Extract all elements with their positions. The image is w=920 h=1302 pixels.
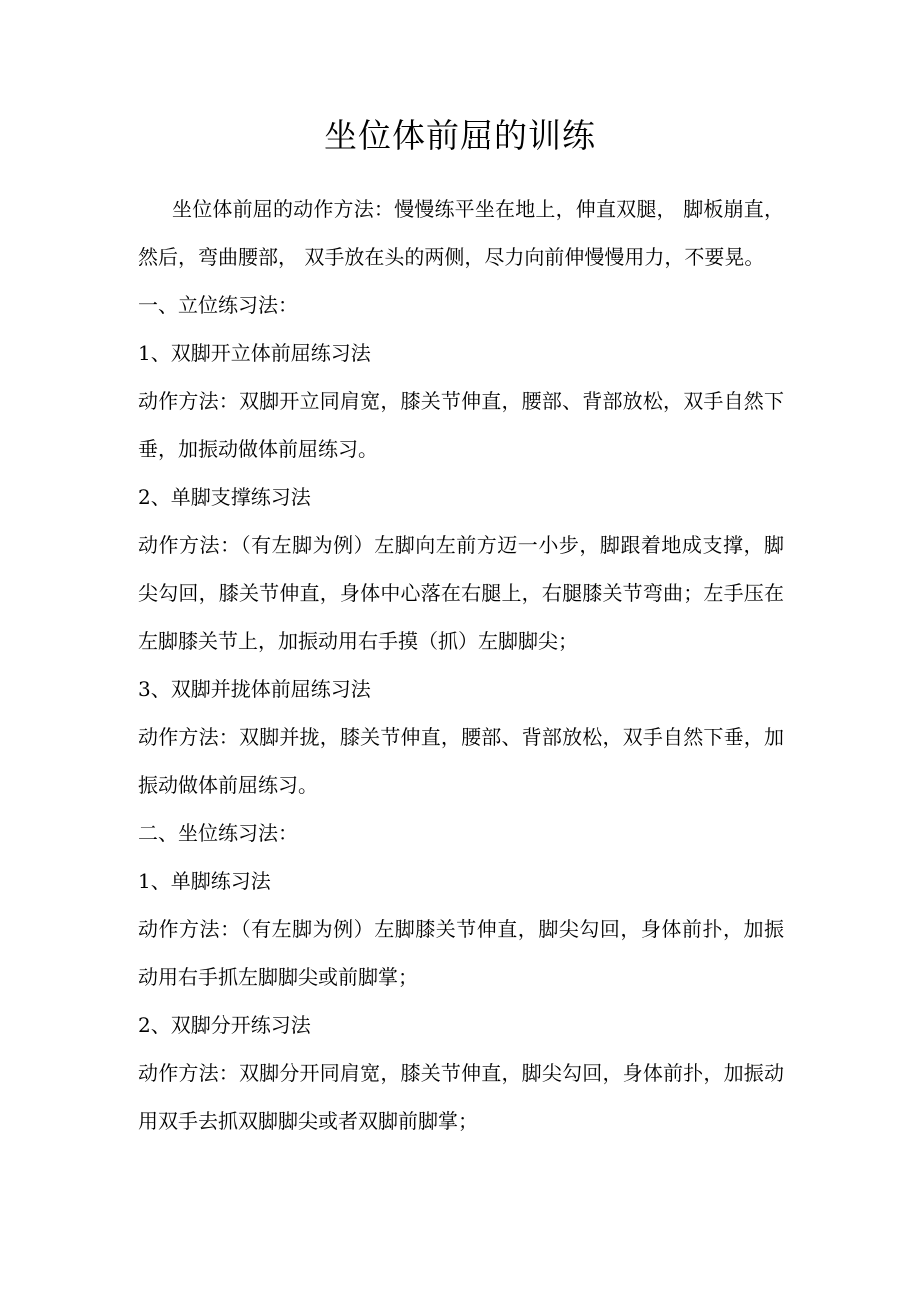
subsection-heading: 1、单脚练习法	[138, 869, 271, 893]
method-paragraph: 动作方法：（有左脚为例）左脚向左前方迈一小步，脚跟着地成支撑，脚尖勾回，膝关节伸直，身体中心落在右腿上，右腿膝关节弯曲；左手压在左脚膝关节上，加振动用右手摸（抓）左脚脚尖；	[138, 533, 784, 653]
section-heading-sitting: 二、坐位练习法：	[138, 821, 298, 845]
document-title: 坐位体前屈的训练	[324, 116, 596, 155]
method-paragraph: 动作方法：（有左脚为例）左脚膝关节伸直，脚尖勾回，身体前扑，加振动用右手抓左脚脚尖或前脚掌；	[138, 917, 784, 989]
document-body	[138, 185, 784, 1145]
method-paragraph: 动作方法：双脚并拢，膝关节伸直，腰部、背部放松，双手自然下垂，加振动做体前屈练习。	[138, 725, 784, 797]
method-paragraph: 动作方法：双脚开立同肩宽，膝关节伸直，腰部、背部放松，双手自然下垂，加振动做体前屈练习。	[138, 389, 784, 461]
subsection-heading: 3、双脚并拢体前屈练习法	[138, 677, 371, 701]
intro-paragraph: 坐位体前屈的动作方法：慢慢练平坐在地上，伸直双腿， 脚板崩直， 然后，弯曲腰部， 双手放在头的两侧，尽力向前伸慢慢用力，不要晃。	[138, 197, 784, 269]
section-heading-standing: 一、立位练习法：	[138, 293, 298, 317]
subsection-heading: 2、双脚分开练习法	[138, 1013, 311, 1037]
subsection-heading: 2、单脚支撑练习法	[138, 485, 311, 509]
method-paragraph: 动作方法：双脚分开同肩宽，膝关节伸直，脚尖勾回，身体前扑，加振动用双手去抓双脚脚尖或者双脚前脚掌；	[138, 1061, 784, 1133]
subsection-heading: 1、双脚开立体前屈练习法	[138, 341, 371, 365]
